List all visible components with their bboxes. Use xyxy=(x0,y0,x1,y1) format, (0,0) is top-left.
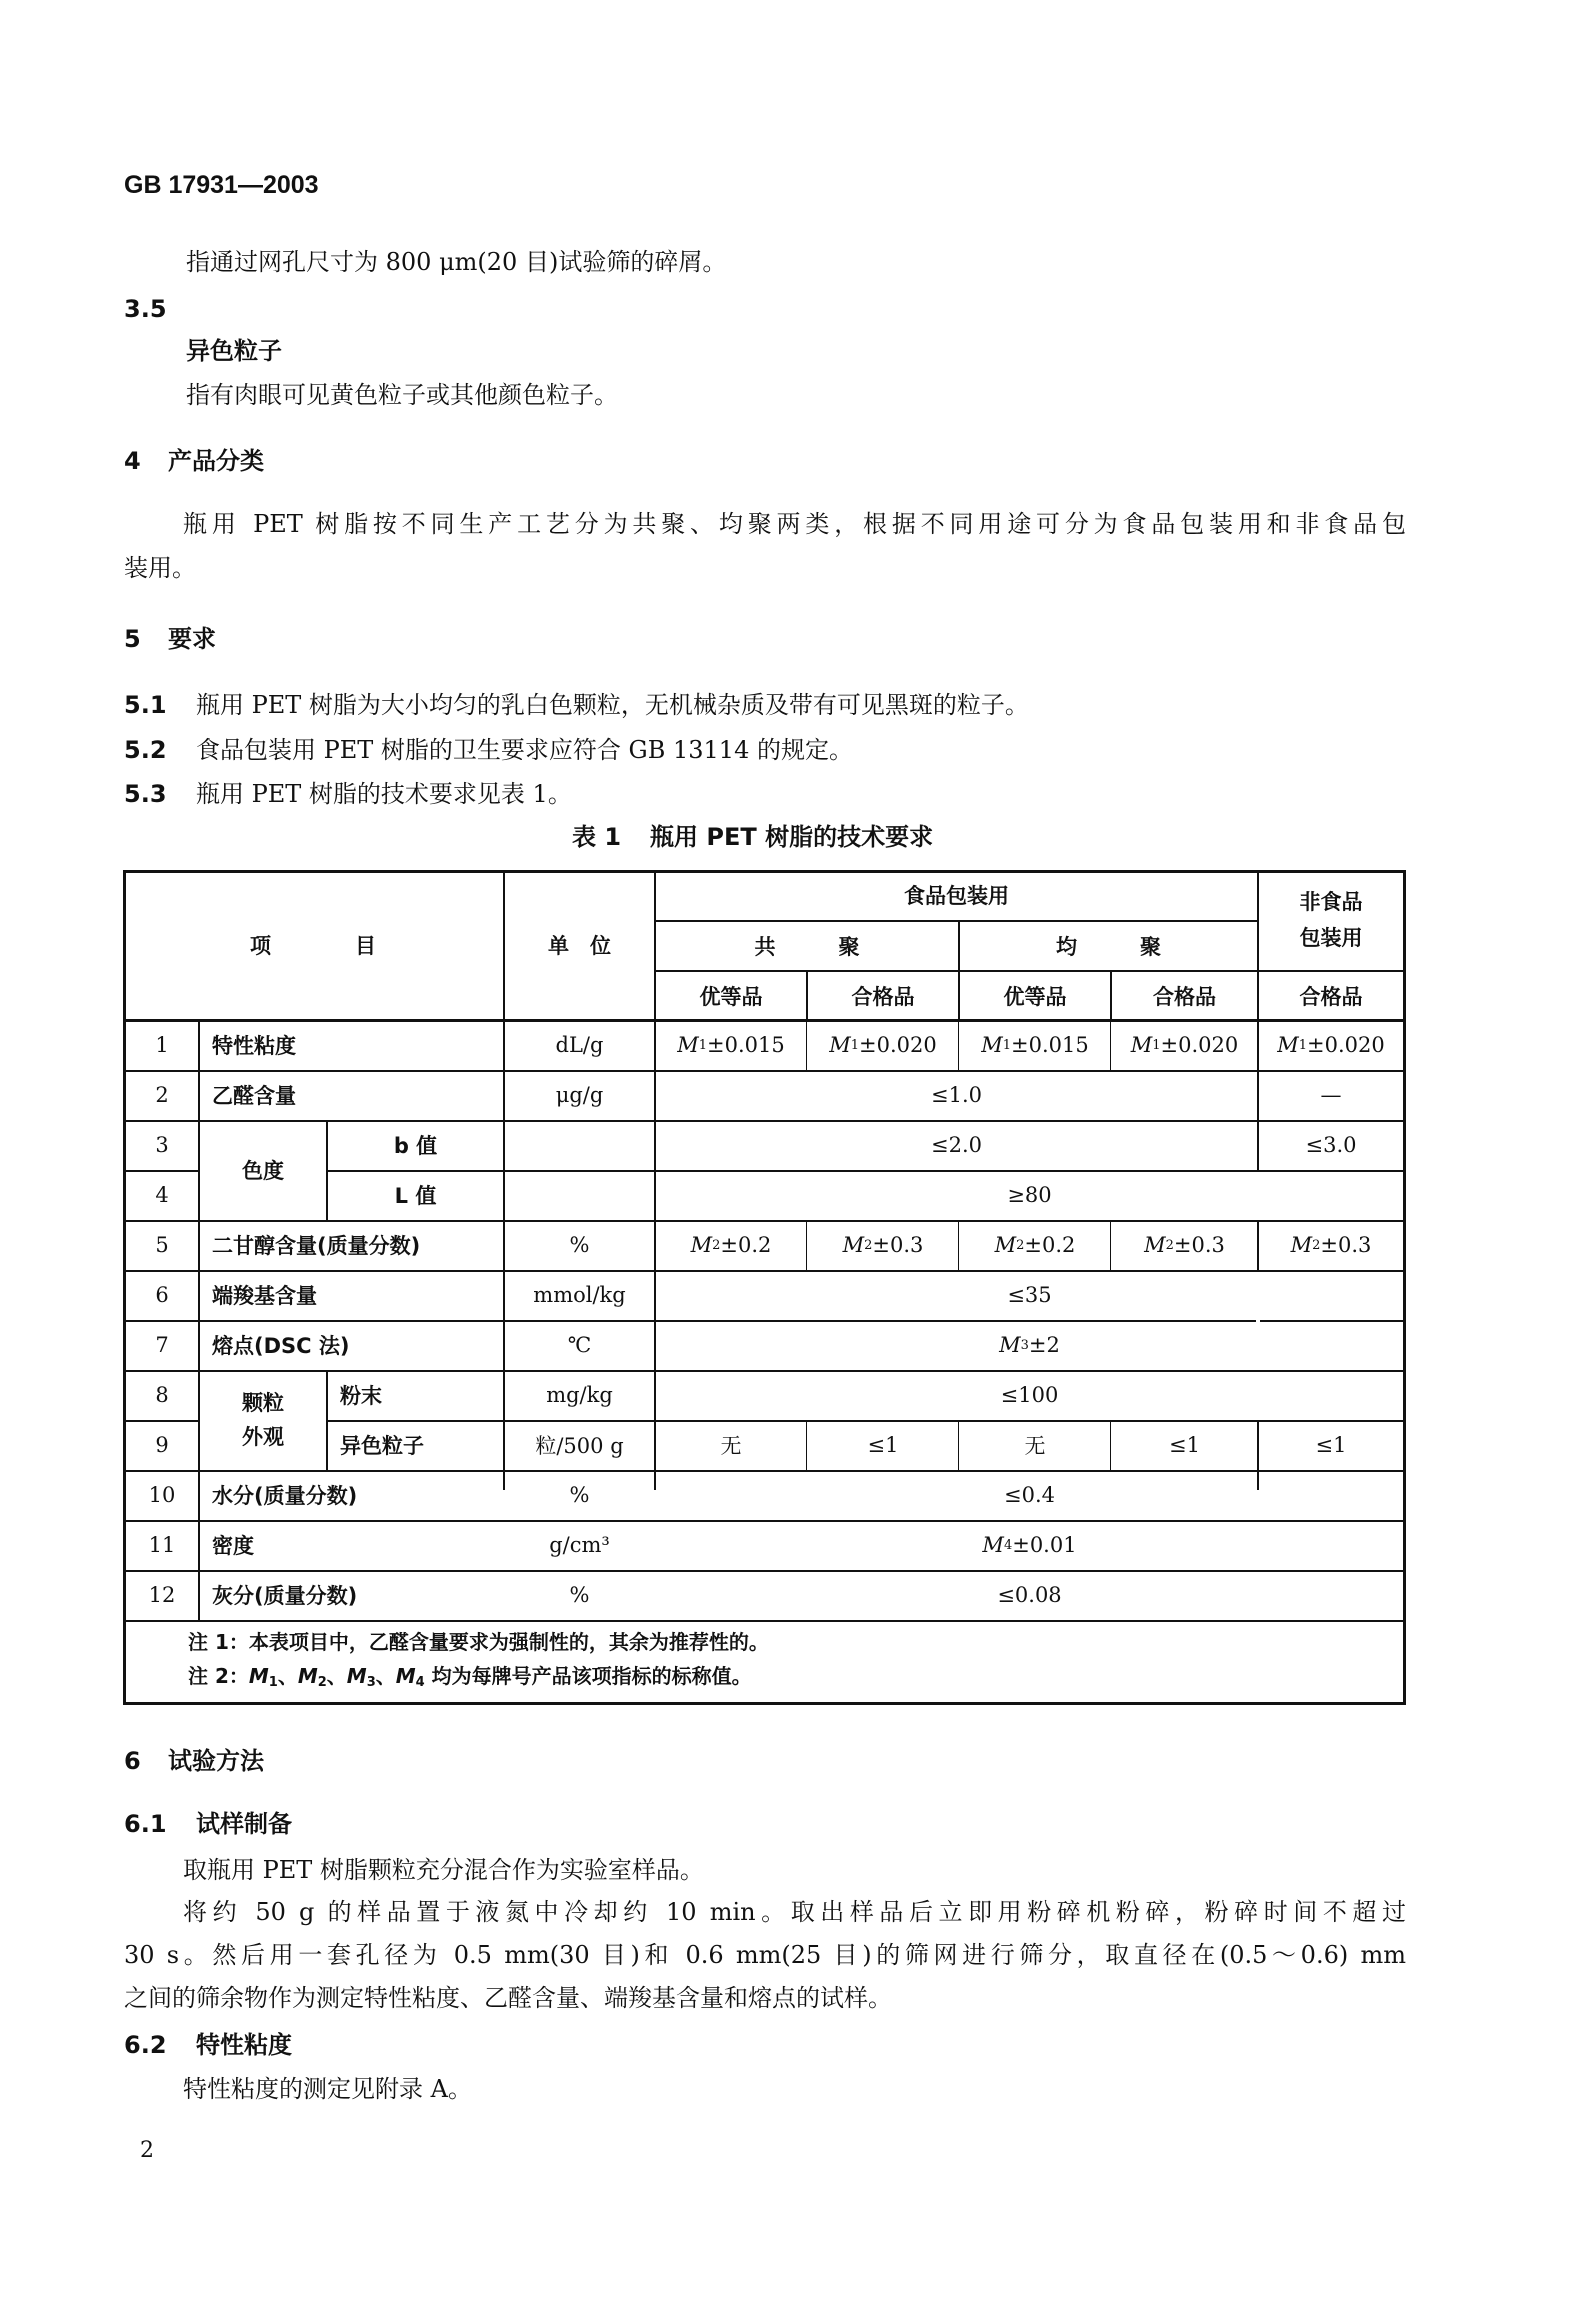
value-cell: ≤1 xyxy=(867,1433,899,1457)
clause-6-2-number: 6.2 xyxy=(124,2031,167,2059)
subscript: 1 xyxy=(850,1037,860,1053)
vline-split xyxy=(1110,1220,1111,1270)
subscript: 3 xyxy=(366,1675,376,1690)
note-2-suffix: 均为每牌号产品该项指标的标称值。 xyxy=(424,1664,752,1688)
page-number: 2 xyxy=(140,2138,154,2163)
vline-split xyxy=(958,1020,959,1070)
row-number: 12 xyxy=(148,1583,176,1607)
subscript: 2 xyxy=(1016,1237,1025,1253)
value-cell xyxy=(656,1220,806,1270)
subscript: 4 xyxy=(1003,1537,1013,1553)
row-number: 8 xyxy=(155,1383,169,1407)
value-cell: ≥80 xyxy=(1007,1183,1052,1207)
value-cell: ≤3.0 xyxy=(1305,1133,1357,1157)
value-cell xyxy=(1259,1020,1403,1070)
vline-split xyxy=(958,1220,959,1270)
row-number: 11 xyxy=(148,1533,176,1557)
subscript: 2 xyxy=(1165,1237,1174,1253)
tolerance: ±0.2 xyxy=(1024,1233,1076,1257)
symbol-m: M xyxy=(994,1233,1017,1257)
row-item: L 值 xyxy=(394,1184,437,1208)
row-item: 密度 xyxy=(212,1534,254,1558)
header-homopolymer: 均 聚 xyxy=(1056,935,1161,959)
symbol-m: M xyxy=(829,1033,851,1057)
tolerance: ±0.015 xyxy=(707,1033,785,1057)
row-group-line2: 外观 xyxy=(242,1425,284,1449)
clause-6-2-title: 特性粘度 xyxy=(196,2031,292,2059)
row-number: 6 xyxy=(155,1283,169,1307)
clause-6-1-para-2-line1: 将约 50 g 的样品置于液氮中冷却约 10 min。取出样品后立即用粉碎机粉碎，粉碎时间不超过 xyxy=(183,1898,1406,1926)
header-item: 项 目 xyxy=(250,934,376,958)
value-cell: ≤0.4 xyxy=(1004,1483,1055,1507)
symbol-m: M xyxy=(999,1333,1021,1357)
section-6-title: 试验方法 xyxy=(168,1747,264,1775)
row-unit: % xyxy=(569,1483,590,1507)
row-item: 灰分(质量分数) xyxy=(212,1584,358,1608)
symbol-m: M xyxy=(690,1233,713,1257)
table-note-1: 注 1：本表项目中，乙醛含量要求为强制性的，其余为推荐性的。 xyxy=(188,1630,769,1654)
symbol-m: M xyxy=(981,1033,1003,1057)
value-cell: 无 xyxy=(720,1434,742,1458)
header-grade-qualified: 合格品 xyxy=(851,985,915,1009)
tolerance: ±0.2 xyxy=(720,1233,772,1257)
tolerance: ±0.020 xyxy=(1307,1033,1385,1057)
row-item: 特性粘度 xyxy=(212,1034,296,1058)
value-cell xyxy=(1259,1220,1403,1270)
row-item: 乙醛含量 xyxy=(212,1084,296,1108)
section-4-body-line1: 瓶用 PET 树脂按不同生产工艺分为共聚、均聚两类，根据不同用途可分为食品包装用和非食品包 xyxy=(183,510,1406,538)
clause-5-1-number: 5.1 xyxy=(124,691,167,719)
row-number: 10 xyxy=(148,1483,176,1507)
row-number: 9 xyxy=(155,1433,169,1457)
note-2-prefix: 注 2： xyxy=(188,1664,249,1688)
table-caption-title: 瓶用 PET 树脂的技术要求 xyxy=(650,823,934,851)
section-4-number: 4 xyxy=(124,447,141,475)
symbol-m: M xyxy=(842,1233,865,1257)
table-border-right xyxy=(1403,870,1406,1705)
symbol-m: M xyxy=(297,1664,318,1688)
tolerance: ±0.020 xyxy=(859,1033,937,1057)
symbol-m: M xyxy=(982,1533,1004,1557)
row-unit: μg/g xyxy=(555,1083,604,1107)
row-number: 2 xyxy=(155,1083,169,1107)
value-cell xyxy=(960,1020,1110,1070)
row-group-line1: 颗粒 xyxy=(242,1391,284,1415)
row-group-color: 色度 xyxy=(242,1159,284,1183)
row-unit: % xyxy=(569,1233,590,1257)
row-item: 端羧基含量 xyxy=(212,1284,317,1308)
row-unit: % xyxy=(569,1583,590,1607)
header-nonfood-line2: 包装用 xyxy=(1299,926,1363,950)
subscript: 2 xyxy=(1312,1237,1321,1253)
subscript: 1 xyxy=(1152,1037,1161,1053)
row-number: 5 xyxy=(155,1233,169,1257)
value-cell xyxy=(808,1020,958,1070)
header-nonfood xyxy=(1259,870,1403,970)
clause-6-1-title: 试样制备 xyxy=(196,1810,292,1838)
row-number: 7 xyxy=(155,1333,169,1357)
vline-split xyxy=(806,1420,807,1470)
symbol-m: M xyxy=(1130,1033,1153,1057)
row-unit: ℃ xyxy=(567,1333,592,1357)
clause-6-1-number: 6.1 xyxy=(124,1810,167,1838)
value-cell xyxy=(656,1020,806,1070)
row-number: 4 xyxy=(155,1183,169,1207)
clause-6-1-para-2-line2: 30 s。然后用一套孔径为 0.5 mm(30 目)和 0.6 mm(25 目)的筛网进行筛分，取直径在(0.5～0.6) mm xyxy=(124,1941,1406,1969)
row-unit: 粒/500 g xyxy=(535,1434,624,1458)
section-5-number: 5 xyxy=(124,625,141,653)
technical-requirements-table xyxy=(123,870,1406,1705)
subscript: 1 xyxy=(268,1675,278,1690)
symbol-m: M xyxy=(248,1664,269,1688)
header-copolymer: 共 聚 xyxy=(754,935,860,959)
subscript: 1 xyxy=(698,1037,708,1053)
value-cell: — xyxy=(1320,1083,1342,1107)
table-note-2: 注 2：$M_1$、$M_2$、$M_3$、$M_4$ 均为每牌号产品该项指标的标称值。 xyxy=(188,1664,752,1690)
clause-6-1-para-2-line3: 之间的筛余物作为测定特性粘度、乙醛含量、端羧基含量和熔点的试样。 xyxy=(124,1984,892,2012)
row-unit: dL/g xyxy=(555,1033,604,1057)
symbol-m: M xyxy=(1277,1033,1299,1057)
header-unit: 单 位 xyxy=(548,934,611,958)
tolerance: ±0.015 xyxy=(1011,1033,1089,1057)
tolerance: ±0.3 xyxy=(1173,1233,1225,1257)
vline-split xyxy=(1110,1020,1111,1070)
subscript: 4 xyxy=(415,1675,425,1690)
row-group-appearance xyxy=(200,1370,326,1470)
header-food-packaging: 食品包装用 xyxy=(904,884,1009,908)
clause-5-1-text: 瓶用 PET 树脂为大小均匀的乳白色颗粒，无机械杂质及带有可见黑斑的粒子。 xyxy=(196,691,1029,719)
section-6-number: 6 xyxy=(124,1747,141,1775)
tolerance: ±0.01 xyxy=(1012,1533,1077,1557)
vline-split xyxy=(806,1220,807,1270)
clause-5-2-number: 5.2 xyxy=(124,736,167,764)
subscript: 1 xyxy=(1298,1037,1308,1053)
row-item: 水分(质量分数) xyxy=(212,1484,358,1508)
row-unit: g/cm³ xyxy=(549,1533,610,1557)
clause-5-3-number: 5.3 xyxy=(124,780,167,808)
value-cell xyxy=(656,1320,1403,1370)
clause-6-1-para-1: 取瓶用 PET 树脂颗粒充分混合作为实验室样品。 xyxy=(183,1856,704,1884)
value-cell xyxy=(656,1520,1403,1570)
tolerance: ±2 xyxy=(1028,1333,1060,1357)
section-3-5-title: 异色粒子 xyxy=(186,337,282,365)
value-cell xyxy=(1112,1220,1257,1270)
value-cell: ≤1 xyxy=(1169,1433,1200,1457)
vline-split xyxy=(958,1420,959,1470)
section-5-title: 要求 xyxy=(168,625,216,653)
subscript: 2 xyxy=(864,1237,873,1253)
value-cell xyxy=(1112,1020,1257,1070)
value-cell xyxy=(808,1220,958,1270)
section-3-5-body: 指有肉眼可见黄色粒子或其他颜色粒子。 xyxy=(186,381,618,409)
clause-5-2-text: 食品包装用 PET 树脂的卫生要求应符合 GB 13114 的规定。 xyxy=(196,736,853,764)
value-cell: ≤100 xyxy=(1000,1383,1059,1407)
tolerance: ±0.3 xyxy=(872,1233,924,1257)
row-rule xyxy=(123,1620,1406,1622)
document-id: GB 17931—2003 xyxy=(124,171,319,199)
subscript: 2 xyxy=(712,1237,721,1253)
vline-split xyxy=(1110,1420,1111,1470)
row-unit: mmol/kg xyxy=(533,1283,626,1307)
clause-5-3-text: 瓶用 PET 树脂的技术要求见表 1。 xyxy=(196,780,572,808)
table-border-bottom xyxy=(123,1702,1406,1705)
header-grade-superior: 优等品 xyxy=(1003,985,1067,1009)
subscript: 1 xyxy=(1002,1037,1012,1053)
row-item: 熔点(DSC 法) xyxy=(212,1334,350,1358)
symbol-m: M xyxy=(677,1033,699,1057)
symbol-m: M xyxy=(346,1664,367,1688)
value-cell: ≤0.08 xyxy=(997,1583,1062,1607)
row-item: 粉末 xyxy=(340,1384,382,1408)
value-cell: 无 xyxy=(1024,1434,1046,1458)
section-4-title: 产品分类 xyxy=(168,447,264,475)
subscript: 3 xyxy=(1020,1337,1029,1353)
value-cell: ≤35 xyxy=(1007,1283,1052,1307)
subscript: 2 xyxy=(317,1675,327,1690)
tolerance: ±0.020 xyxy=(1160,1033,1239,1057)
value-cell: ≤1.0 xyxy=(931,1083,982,1107)
row-item: 二甘醇含量(质量分数) xyxy=(212,1234,421,1258)
row-number: 1 xyxy=(155,1033,169,1057)
tolerance: ±0.3 xyxy=(1320,1233,1372,1257)
section-4-body-line2: 装用。 xyxy=(124,554,196,582)
symbol-m: M xyxy=(1290,1233,1313,1257)
value-cell: ≤2.0 xyxy=(931,1133,982,1157)
row-item: b 值 xyxy=(393,1134,438,1158)
vline-split xyxy=(806,1020,807,1070)
clause-6-2-body: 特性粘度的测定见附录 A。 xyxy=(183,2075,472,2103)
symbol-m: M xyxy=(395,1664,416,1688)
definition-body: 指通过网孔尺寸为 800 μm(20 目)试验筛的碎屑。 xyxy=(186,248,727,276)
symbol-m: M xyxy=(1144,1233,1166,1257)
row-item: 异色粒子 xyxy=(340,1434,424,1458)
header-grade-superior: 优等品 xyxy=(699,985,763,1009)
value-cell: ≤1 xyxy=(1315,1433,1347,1457)
row-number: 3 xyxy=(155,1133,169,1157)
section-3-5-number: 3.5 xyxy=(124,295,167,323)
header-grade-qualified: 合格品 xyxy=(1153,985,1216,1009)
header-nonfood-line1: 非食品 xyxy=(1299,890,1363,914)
row-unit: mg/kg xyxy=(546,1383,613,1407)
table-caption-number: 表 1 xyxy=(572,823,622,851)
value-cell xyxy=(960,1220,1110,1270)
header-grade-qualified: 合格品 xyxy=(1299,985,1363,1009)
